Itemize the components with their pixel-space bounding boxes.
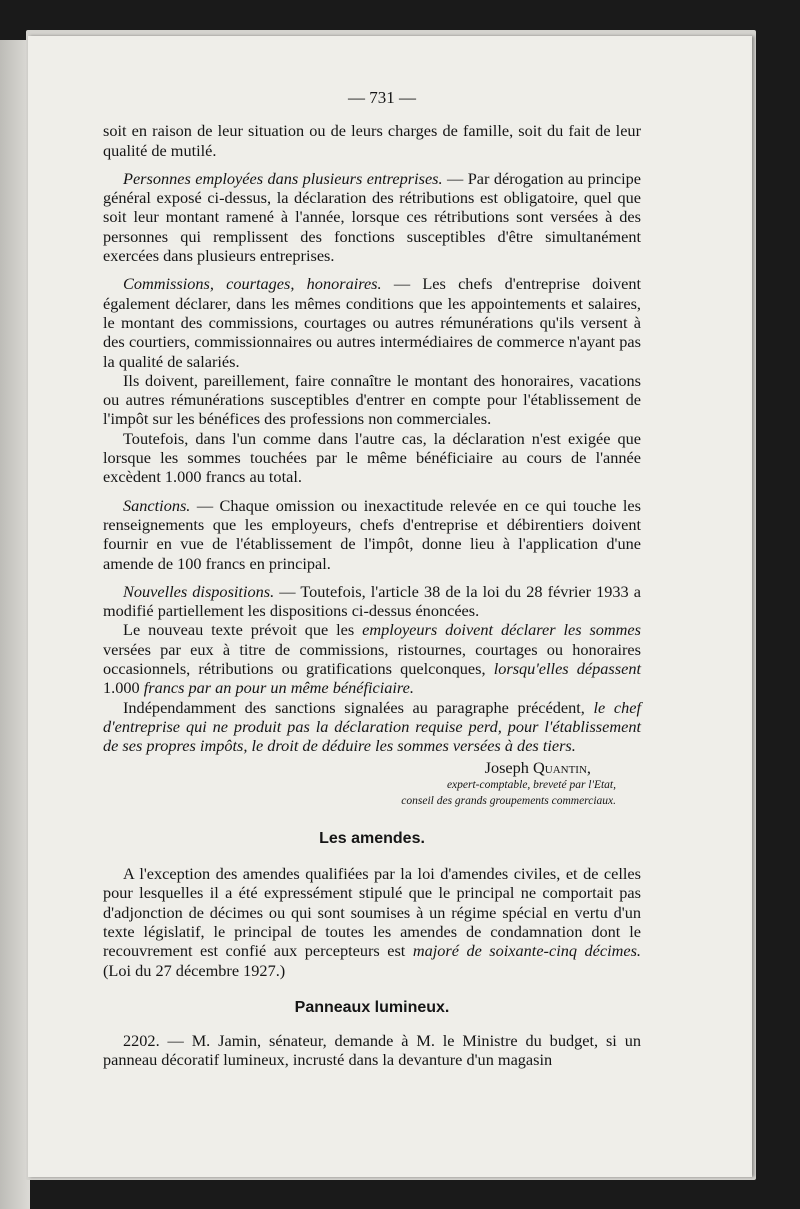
paragraph-heading: Commissions, courtages, honoraires. xyxy=(123,274,382,294)
paragraph-heading: Nouvelles dispositions. xyxy=(123,581,275,601)
paragraph-personnes: Personnes employées dans plusieurs entreprises. — Par dérogation au principe général exposé ci-dessus, la déclaration des rétributions est obligatoire, quel que soit leur montant ramené à l'année, lorsque ces rétributions sont versées à des personnes qui remplissent des fonctions susceptibles d'être simultanément exercées dans plusieurs entreprises. xyxy=(103,168,642,266)
author-title: expert-comptable, breveté par l'Etat, xyxy=(446,778,616,791)
paragraph-nouvelles: Nouvelles dispositions. — Toutefois, l'article 38 de la loi du 28 février 1933 a modifié partiellement les dispositions ci-dessus énoncées. xyxy=(103,581,641,621)
author-affiliation: conseil des grands groupements commerciaux. xyxy=(401,794,616,807)
author-name: Joseph Quantin, xyxy=(484,757,591,777)
paragraph-nouveau-texte: Le nouveau texte prévoit que les employeurs doivent déclarer les sommes versées par eux à titre de commissions, ristournes, courtages ou honoraires occasionnels, rétributions ou gratifications quelconques, lorsqu'elles dépassent 1.000 francs par an pour un même bénéficiaire. xyxy=(103,620,641,698)
document-page xyxy=(28,36,752,1177)
section-heading-panneaux: Panneaux lumineux. xyxy=(294,998,450,1016)
paragraph-toutefois: Toutefois, dans l'un comme dans l'autre cas, la déclaration n'est exigée que lorsque les sommes touchées par le même bénéficiaire au cours de l'année excèdent 1.000 francs au total. xyxy=(103,428,641,487)
paragraph-amendes: A l'exception des amendes qualifiées par la loi d'amendes civiles, et de celles pour lesquelles il a été expressément stipulé que le principal ne comportait pas d'adjonction de décimes ou qui sont soumises à un régime spécial en vertu d'un texte législatif, le principal de toutes les amendes de condamnation dont le recouvrement est confié aux percepteurs est majoré de soixante-cinq décimes. (Loi du 27 décembre 1927.) xyxy=(103,864,642,980)
paragraph-commissions: Commissions, courtages, honoraires. — Les chefs d'entreprise doivent également déclarer, dans les mêmes conditions que les appointements et salaires, le montant des commissions, courtages ou autres rémunérations qu'ils versent à des courtiers, commissionnaires ou autres intermédiaires de commerce n'ayant pas la qualité de salariés. xyxy=(103,274,641,371)
paragraph-honoraires: Ils doivent, pareillement, faire connaître le montant des honoraires, vacations ou autres rémunérations susceptibles d'entrer en compte pour l'établissement de l'impôt sur les bénéfices des professions non commerciales. xyxy=(103,370,641,429)
paragraph-heading: Personnes employées dans plusieurs entreprises. xyxy=(123,168,443,188)
paragraph-panneaux: 2202. — M. Jamin, sénateur, demande à M. le Ministre du budget, si un panneau décoratif lumineux, incrusté dans la devanture d'un magasin xyxy=(103,1031,641,1070)
paragraph-sanctions: Sanctions. — Chaque omission ou inexactitude relevée en ce qui touche les renseignements que les employeurs, chefs d'entreprise et débirentiers doivent fournir en vue de l'établissement de l'impôt, donne lieu à l'application d'une amende de 100 francs en principal. xyxy=(103,495,641,573)
paragraph-independamment: Indépendamment des sanctions signalées au paragraphe précédent, le chef d'entreprise qui ne produit pas la déclaration requise perd, pour l'établissement de ses propres impôts, le droit de déduire les sommes versées à des tiers. xyxy=(103,697,642,756)
signature-block xyxy=(103,758,641,809)
page-body xyxy=(103,88,641,1070)
paragraph-heading: Sanctions. xyxy=(123,495,191,515)
paragraph-continuation: soit en raison de leur situation ou de leurs charges de famille, soit du fait de leur qualité de mutilé. xyxy=(103,121,641,160)
page-number: — 731 — xyxy=(348,88,416,107)
section-heading-amendes: Les amendes. xyxy=(319,829,425,847)
